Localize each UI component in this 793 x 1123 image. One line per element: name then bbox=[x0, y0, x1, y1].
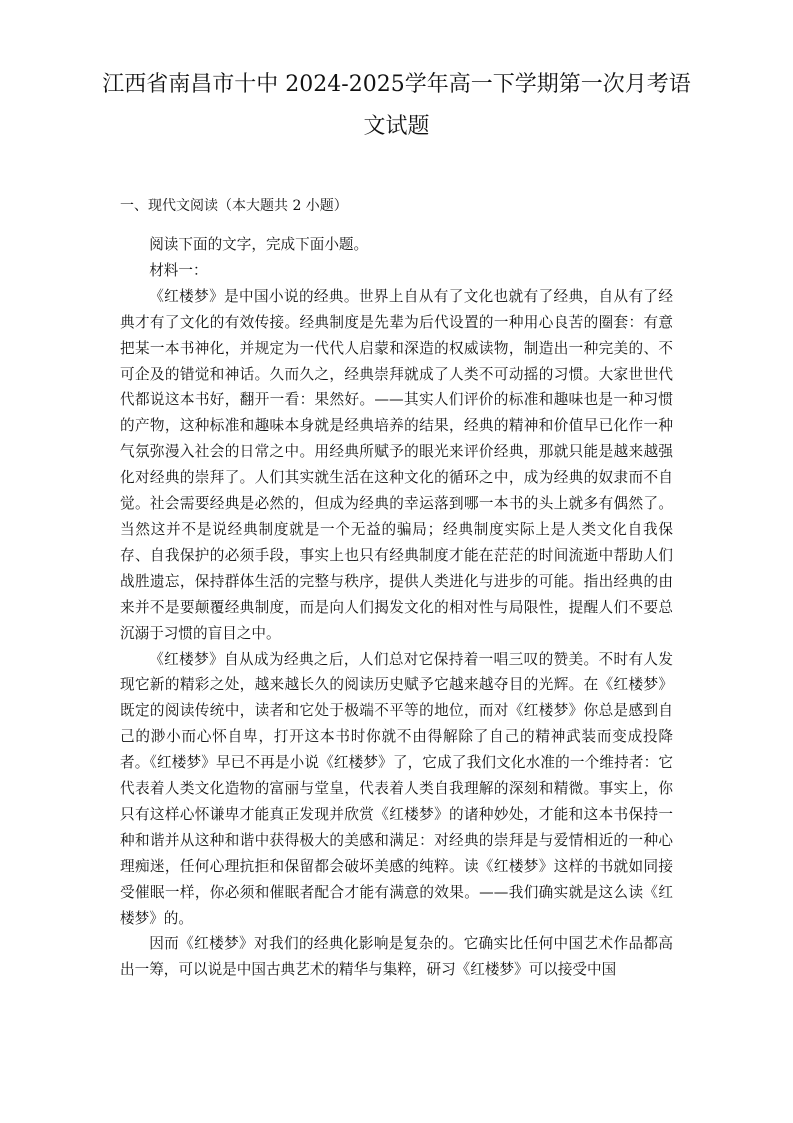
reading-passage bbox=[120, 232, 673, 983]
passage-paragraph: 因而《红楼梦》对我们的经典化影响是复杂的。它确实比任何中国艺术作品都高出一筹，可以说是中国古典艺术的精华与集粹，研习《红楼梦》可以接受中国 bbox=[120, 935, 673, 979]
passage-paragraph: 《红楼梦》自从成为经典之后，人们总对它保持着一唱三叹的赞美。不时有人发现它新的精彩之处，越来越长久的阅读历史赋予它越来越夺目的光辉。在《红楼梦》既定的阅读传统中，读者和它处于极端不平等的地位，而对《红楼梦》你总是感到自己的渺小而心怀自卑，打开这本书时你就不由得解除了自己的精神武装而变成投降者。《红楼梦》早已不再是小说《红楼梦》了，它成了我们文化水准的一个维持者：它代表着人类文化造物的富丽与堂皇，代表着人类自我理解的深刻和精微。事实上，你只有这样心怀谦卑才能真正发现并欣赏《红楼梦》的诸种妙处，才能和这本书保持一种和谐并从这种和谐中获得极大的美感和满足：对经典的崇拜是与爱情相近的一种心理痴迷，任何心理抗拒和保留都会破坏美感的纯粹。读《红楼梦》这样的书就如同接受催眠一样，你必须和催眠者配合才能有满意的效果。——我们确实就是这么读《红楼梦》的。 bbox=[120, 650, 673, 927]
material-label: 材料一： bbox=[149, 261, 208, 279]
section-heading: 一、现代文阅读（本大题共 2 小题） bbox=[120, 198, 348, 214]
document-title: 江西省南昌市十中 2024-2025学年高一下学期第一次月考语文试题 bbox=[102, 72, 691, 139]
instruction-paragraph: 阅读下面的文字，完成下面小题。 bbox=[149, 236, 369, 253]
passage-paragraph: 《红楼梦》是中国小说的经典。世界上自从有了文化也就有了经典，自从有了经典才有了文化的有效传接。经典制度是先辈为后代设置的一种用心良苦的圈套：有意把某一本书神化，并规定为一代代人启蒙和深造的权威读物，制造出一种完美的、不可企及的错觉和神话。久而久之，经典崇拜就成了人类不可动摇的习惯。大家世世代代都说这本书好，翻开一看：果然好。——其实人们评价的标准和趣味也是一种习惯的产物，这种标准和趣味本身就是经典培养的结果，经典的精神和价值早已化作一种气氛弥漫入社会的日常之中。用经典所赋予的眼光来评价经典，那就只能是越来越强化对经典的崇拜了。人们其实就生活在这种文化的循环之中，成为经典的奴隶而不自觉。社会需要经典是必然的，但成为经典的幸运落到哪一本书的头上就多有偶然了。当然这并不是说经典制度就是一个无益的骗局；经典制度实际上是人类文化自我保存、自我保护的必须手段，事实上也只有经典制度才能在茫茫的时间流逝中帮助人们战胜遗忘，保持群体生活的完整与秩序，提供人类进化与进步的可能。指出经典的由来并不是要颠覆经典制度，而是向人们揭发文化的相对性与局限性，提醒人们不要总沉溺于习惯的盲目之中。 bbox=[120, 287, 673, 642]
